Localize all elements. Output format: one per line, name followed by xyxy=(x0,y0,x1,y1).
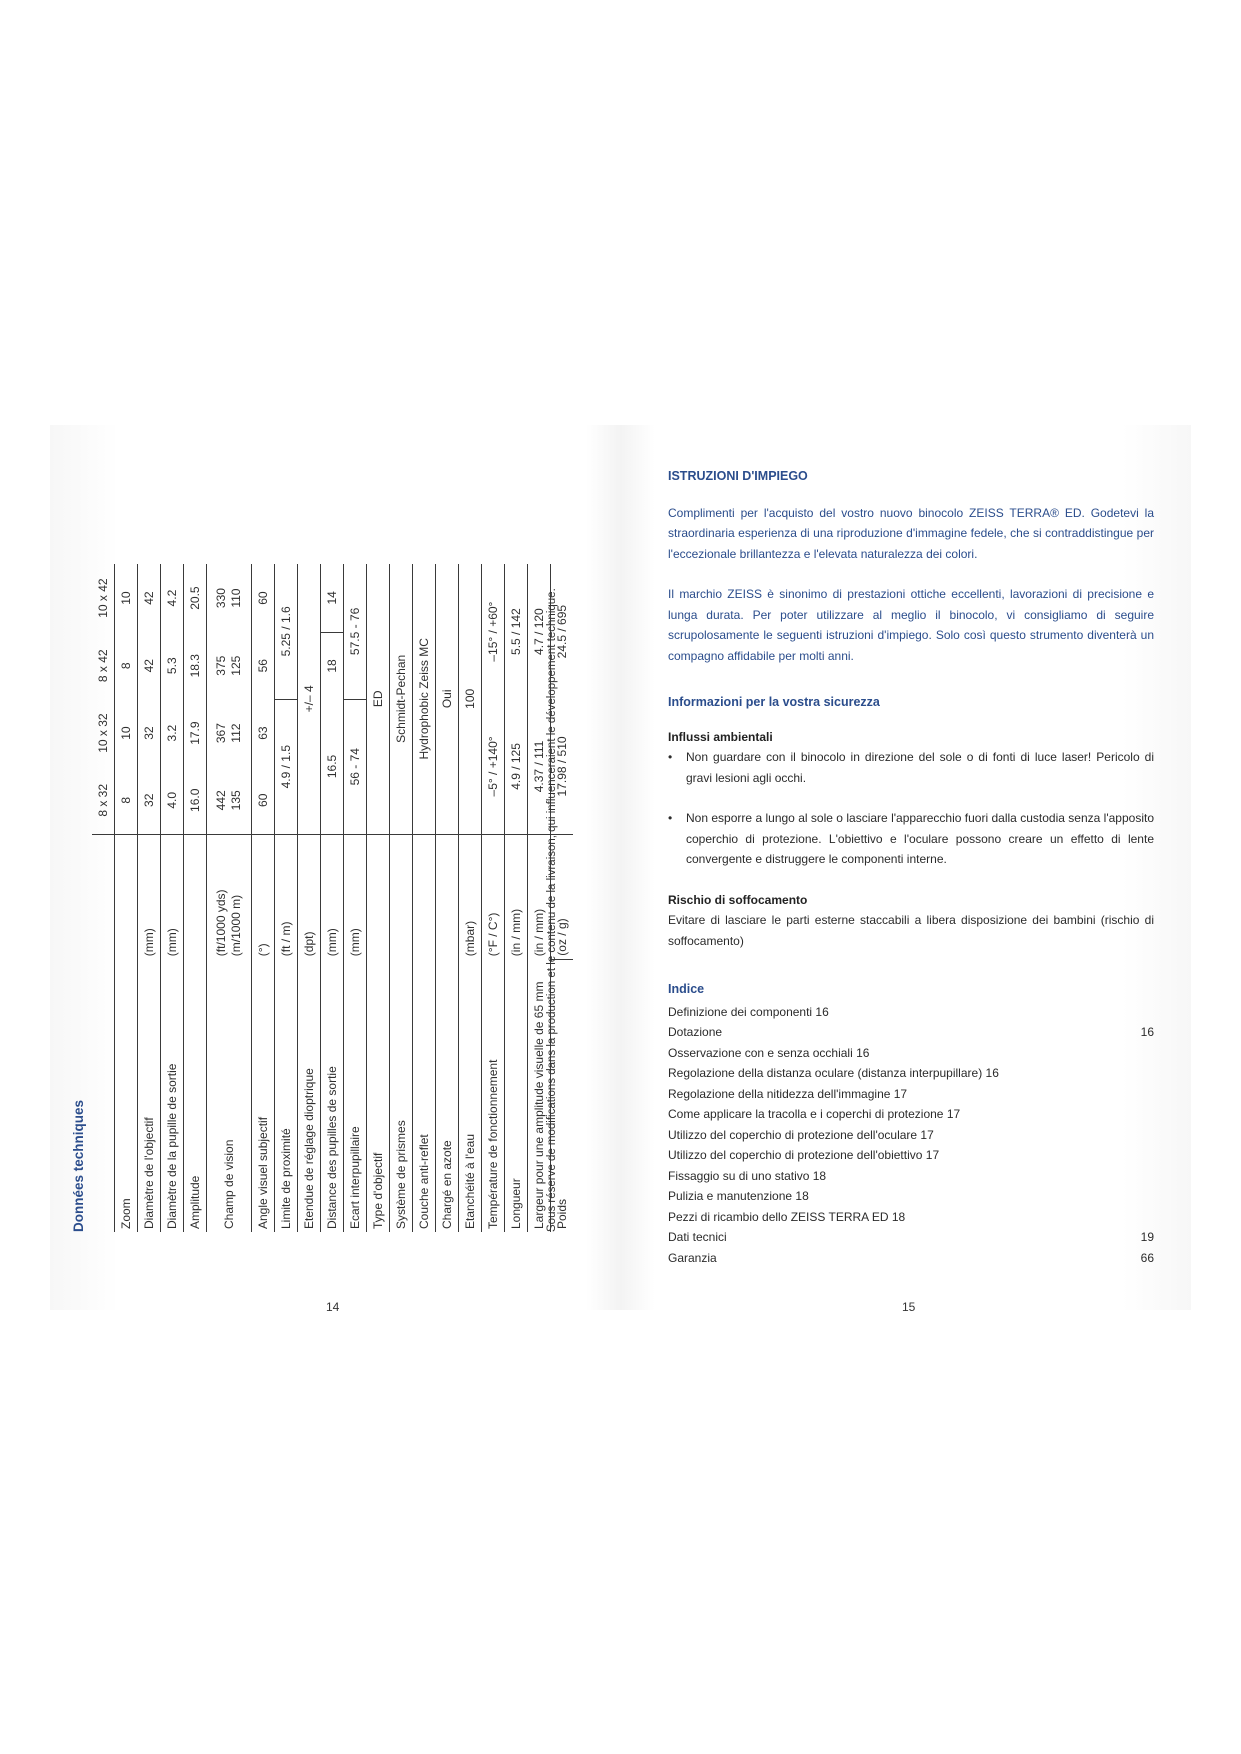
choking-text: Evitare di lasciare le parti esterne staccabili a libera disposizione dei bambini (rischio di soffocamento) xyxy=(668,913,1154,948)
table-row: Chargé en azote Oui xyxy=(436,564,459,1232)
safety-heading: Informazioni per la vostra sicurezza xyxy=(668,695,880,709)
technical-data-rotated xyxy=(68,552,578,1232)
environment-heading: Influssi ambientali xyxy=(668,729,773,744)
technical-data-table xyxy=(92,564,573,1232)
table-row: Système de prismes Schmidt-Pechan xyxy=(390,564,413,1232)
toc-item[interactable]: Dotazione 16 xyxy=(668,1025,1154,1039)
table-of-contents xyxy=(668,1002,1154,1269)
toc-item[interactable]: Garanzia 66 xyxy=(668,1250,1154,1265)
table-row: Poids (oz / g) 17.98 / 510 24.5 / 695 xyxy=(551,564,574,1232)
toc-item[interactable]: Regolazione della nitidezza dell'immagine 17 xyxy=(668,1086,908,1101)
table-row: Longueur (in / mm) 4.9 / 125 5.5 / 142 xyxy=(505,564,528,1232)
instructions-title: ISTRUZIONI D'IMPIEGO xyxy=(668,469,808,483)
bullet-icon: • xyxy=(668,811,673,825)
table-row: Distance des pupilles de sortie (mm) 16.5 18 14 xyxy=(321,564,344,1232)
table-header-row xyxy=(92,564,115,1232)
table-row: Diamètre de l'objectif (mm) 32 32 42 42 xyxy=(138,564,161,1232)
table-row: Etendue de réglage dioptrique (dpt) +/– 4 xyxy=(298,564,321,1232)
toc-item[interactable]: Pezzi di ricambio dello ZEISS TERRA ED 18 xyxy=(668,1209,906,1224)
toc-item[interactable]: Utilizzo del coperchio di protezione dell'obiettivo 17 xyxy=(668,1148,940,1162)
table-row: Champ de vision (ft/1000 yds) (m/1000 m) 442 135 367 112 375 125 330 110 xyxy=(207,564,252,1232)
list-item: • Non guardare con il binocolo in direzione del sole o di fonti di luce laser! Pericolo di gravi lesioni agli occhi. xyxy=(668,747,1154,788)
table-row: Angle visuel subjectif (°) 60 63 56 60 xyxy=(252,564,275,1232)
intro-paragraph-2: Il marchio ZEISS è sinonimo di prestazioni ottiche eccellenti, lavorazioni di precisione e lunga durata. Per poter utilizzare al meglio il binocolo, vi consigliamo di seguire scrupolosamente le seguenti istruzioni d'impiego. Solo così questo strumento diventerà un compagno affidabile per molti anni. xyxy=(668,587,1154,663)
table-row: Ecart interpupillaire (mm) 56 - 74 57.5 - 76 xyxy=(344,564,367,1232)
toc-item[interactable]: Come applicare la tracolla e i coperchi di protezione 17 xyxy=(668,1107,961,1121)
table-row: Température de fonctionnement (°F / C°) –5° / +140° –15° / +60° xyxy=(482,564,505,1232)
toc-item[interactable]: Definizione dei componenti 16 xyxy=(668,1004,829,1019)
index-heading: Indice xyxy=(668,982,705,996)
bullet-icon: • xyxy=(668,750,673,764)
toc-item[interactable]: Pulizia e manutenzione 18 xyxy=(668,1189,809,1203)
table-row: Type d'objectif ED xyxy=(367,564,390,1232)
table-row: Diamètre de la pupille de sortie (mm) 4.0 3.2 5.3 4.2 xyxy=(161,564,184,1232)
technical-footnote: Sous réserve de modifications dans la production et le contenu de la livraison, qui influenceraient le développement technique. xyxy=(546,588,558,1232)
technical-data-title: Données techniques xyxy=(71,1099,86,1232)
table-row: Couche anti-reflet Hydrophobic Zeiss MC xyxy=(413,564,436,1232)
page-number-left: 14 xyxy=(326,1300,340,1314)
intro-paragraph-1: Complimenti per l'acquisto del vostro nuovo binocolo ZEISS TERRA® ED. Godetevi la straordinaria esperienza di una riproduzione d'immagine fedele, che si contraddistingue per l'eccezionale brillantezza e l'elevata naturalezza dei colori. xyxy=(668,505,1154,561)
choking-heading: Rischio di soffocamento xyxy=(668,892,808,907)
column-header: 8 x 42 xyxy=(92,632,115,699)
column-header: 10 x 42 xyxy=(92,564,115,632)
table-row: Etanchéité à l'eau (mbar) 100 xyxy=(459,564,482,1232)
table-row: Zoom 8 10 8 10 xyxy=(115,564,138,1232)
column-header: 10 x 32 xyxy=(92,699,115,767)
table-row: Limite de proximité (ft / m) 4.9 / 1.5 5.25 / 1.6 xyxy=(275,564,298,1232)
page-number-right: 15 xyxy=(902,1300,916,1314)
list-item: • Non esporre a lungo al sole o lasciare l'apparecchio fuori dalla custodia senza l'apposito coperchio di protezione. L'obiettivo e l'oculare possono creare un effetto di lente convergente e distruggere le componenti interne. xyxy=(668,808,1154,870)
table-row: Largeur pour une amplitude visuelle de 65 mm (in / mm) 4.37 / 111 4.7 / 120 xyxy=(528,564,551,1232)
toc-item[interactable]: Utilizzo del coperchio di protezione dell'oculare 17 xyxy=(668,1127,934,1142)
column-header: 8 x 32 xyxy=(92,767,115,834)
toc-item[interactable]: Regolazione della distanza oculare (distanza interpupillare) 16 xyxy=(668,1066,999,1080)
toc-item[interactable]: Fissaggio su di uno stativo 18 xyxy=(668,1168,827,1183)
toc-item[interactable]: Dati tecnici 19 xyxy=(668,1230,1154,1244)
table-row: Amplitude 16.0 17.9 18.3 20.5 xyxy=(184,564,207,1232)
toc-item[interactable]: Osservazione con e senza occhiali 16 xyxy=(668,1045,870,1060)
instructions-page xyxy=(668,466,1154,1268)
